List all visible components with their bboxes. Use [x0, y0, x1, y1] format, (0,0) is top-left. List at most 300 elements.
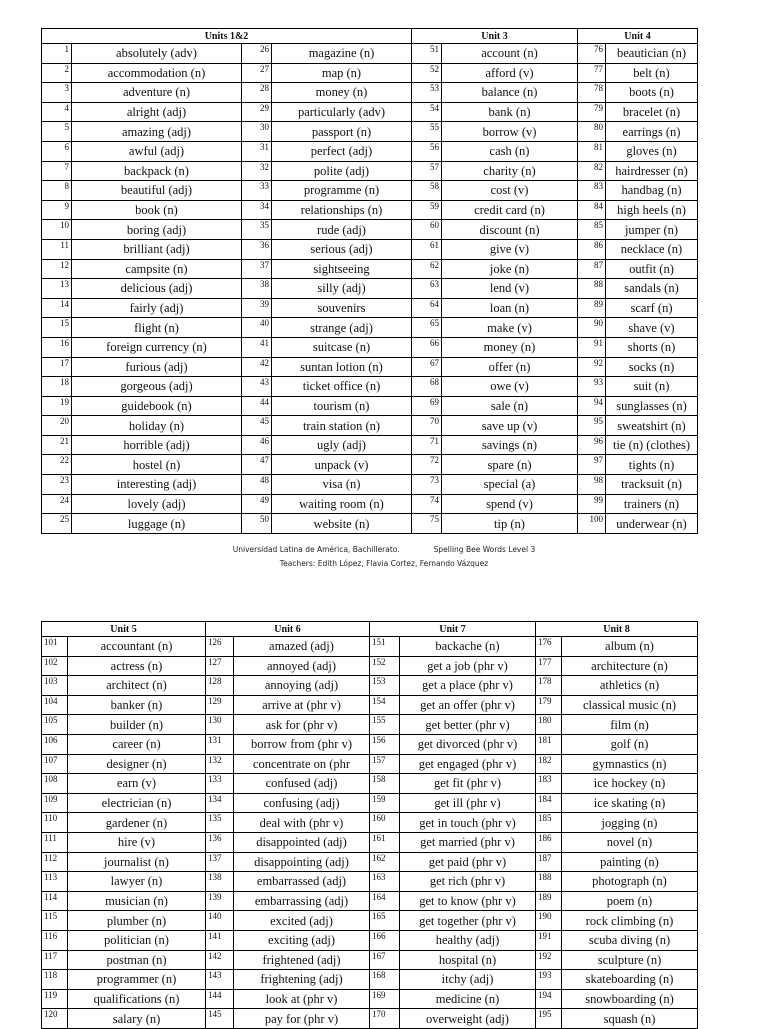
word-number: 134	[206, 793, 234, 813]
word-number: 195	[536, 1009, 562, 1029]
word-cell: beautician (n)	[606, 44, 698, 64]
word-number: 127	[206, 656, 234, 676]
word-cell: savings (n)	[442, 435, 578, 455]
word-cell: cost (v)	[442, 181, 578, 201]
word-number: 43	[242, 377, 272, 397]
table-row	[42, 754, 698, 774]
word-cell: luggage (n)	[72, 514, 242, 534]
word-cell: absolutely (adv)	[72, 44, 242, 64]
word-cell: hospital (n)	[400, 950, 536, 970]
word-cell: money (n)	[272, 83, 412, 103]
word-number: 42	[242, 357, 272, 377]
word-number: 164	[370, 891, 400, 911]
table-row	[42, 813, 698, 833]
table-row	[42, 891, 698, 911]
word-cell: handbag (n)	[606, 181, 698, 201]
word-cell: look at (phr v)	[234, 989, 370, 1009]
word-number: 36	[242, 239, 272, 259]
table-row	[42, 695, 698, 715]
word-number: 8	[42, 181, 72, 201]
word-number: 144	[206, 989, 234, 1009]
word-cell: electrician (n)	[68, 793, 206, 813]
word-cell: ice skating (n)	[562, 793, 698, 813]
word-cell: sandals (n)	[606, 279, 698, 299]
word-cell: itchy (adj)	[400, 970, 536, 990]
word-cell: sculpture (n)	[562, 950, 698, 970]
table-row	[42, 279, 698, 299]
word-cell: athletics (n)	[562, 676, 698, 696]
units-1-4-table	[41, 28, 698, 534]
word-number: 91	[578, 337, 606, 357]
word-cell: architect (n)	[68, 676, 206, 696]
word-number: 75	[412, 514, 442, 534]
word-cell: borrow from (phr v)	[234, 734, 370, 754]
word-cell: frightened (adj)	[234, 950, 370, 970]
word-cell: scuba diving (n)	[562, 930, 698, 950]
table-row	[42, 872, 698, 892]
word-number: 119	[42, 989, 68, 1009]
word-number: 7	[42, 161, 72, 181]
word-number: 23	[42, 475, 72, 495]
word-number: 68	[412, 377, 442, 397]
word-number: 159	[370, 793, 400, 813]
word-number: 176	[536, 637, 562, 657]
word-cell: gorgeous (adj)	[72, 377, 242, 397]
word-number: 141	[206, 930, 234, 950]
column-header: Unit 5	[42, 622, 206, 637]
word-cell: sweatshirt (n)	[606, 416, 698, 436]
word-number: 86	[578, 239, 606, 259]
word-number: 30	[242, 122, 272, 142]
word-number: 49	[242, 494, 272, 514]
word-cell: get together (phr v)	[400, 911, 536, 931]
word-number: 130	[206, 715, 234, 735]
word-cell: amazing (adj)	[72, 122, 242, 142]
word-number: 50	[242, 514, 272, 534]
word-cell: sightseeing	[272, 259, 412, 279]
word-cell: passport (n)	[272, 122, 412, 142]
word-cell: website (n)	[272, 514, 412, 534]
word-number: 80	[578, 122, 606, 142]
word-cell: architecture (n)	[562, 656, 698, 676]
word-cell: get engaged (phr v)	[400, 754, 536, 774]
word-cell: disappointing (adj)	[234, 852, 370, 872]
word-cell: healthy (adj)	[400, 930, 536, 950]
word-cell: politician (n)	[68, 930, 206, 950]
column-header: Unit 7	[370, 622, 536, 637]
word-number: 74	[412, 494, 442, 514]
table-row	[42, 676, 698, 696]
word-number: 60	[412, 220, 442, 240]
word-number: 155	[370, 715, 400, 735]
school-name: Universidad Latina de América, Bachillerato.	[232, 545, 400, 554]
word-number: 2	[42, 63, 72, 83]
word-cell: high heels (n)	[606, 200, 698, 220]
word-cell: novel (n)	[562, 832, 698, 852]
word-cell: ugly (adj)	[272, 435, 412, 455]
table-header-row	[42, 29, 698, 44]
word-cell: squash (n)	[562, 1009, 698, 1029]
word-cell: accountant (n)	[68, 637, 206, 657]
word-cell: map (n)	[272, 63, 412, 83]
word-number: 131	[206, 734, 234, 754]
word-cell: ticket office (n)	[272, 377, 412, 397]
word-cell: get paid (phr v)	[400, 852, 536, 872]
word-cell: sunglasses (n)	[606, 396, 698, 416]
word-cell: loan (n)	[442, 298, 578, 318]
word-cell: fairly (adj)	[72, 298, 242, 318]
word-cell: offer (n)	[442, 357, 578, 377]
word-number: 76	[578, 44, 606, 64]
word-cell: album (n)	[562, 637, 698, 657]
word-number: 61	[412, 239, 442, 259]
word-cell: hostel (n)	[72, 455, 242, 475]
footer-line	[0, 545, 768, 554]
word-number: 154	[370, 695, 400, 715]
word-cell: get ill (phr v)	[400, 793, 536, 813]
word-number: 128	[206, 676, 234, 696]
word-number: 9	[42, 200, 72, 220]
word-cell: owe (v)	[442, 377, 578, 397]
column-header: Unit 8	[536, 622, 698, 637]
word-number: 37	[242, 259, 272, 279]
word-number: 111	[42, 832, 68, 852]
word-cell: unpack (v)	[272, 455, 412, 475]
word-number: 44	[242, 396, 272, 416]
table-row	[42, 494, 698, 514]
word-cell: painting (n)	[562, 852, 698, 872]
word-cell: pay for (phr v)	[234, 1009, 370, 1029]
word-cell: perfect (adj)	[272, 141, 412, 161]
word-number: 183	[536, 774, 562, 794]
word-cell: lawyer (n)	[68, 872, 206, 892]
word-cell: delicious (adj)	[72, 279, 242, 299]
word-number: 22	[42, 455, 72, 475]
table-row	[42, 161, 698, 181]
word-number: 46	[242, 435, 272, 455]
word-cell: outfit (n)	[606, 259, 698, 279]
table-row	[42, 259, 698, 279]
table-row	[42, 357, 698, 377]
word-cell: afford (v)	[442, 63, 578, 83]
word-number: 192	[536, 950, 562, 970]
word-number: 26	[242, 44, 272, 64]
word-cell: socks (n)	[606, 357, 698, 377]
word-cell: qualifications (n)	[68, 989, 206, 1009]
word-cell: waiting room (n)	[272, 494, 412, 514]
word-number: 133	[206, 774, 234, 794]
word-cell: suit (n)	[606, 377, 698, 397]
word-number: 33	[242, 181, 272, 201]
word-number: 169	[370, 989, 400, 1009]
word-number: 59	[412, 200, 442, 220]
word-cell: money (n)	[442, 337, 578, 357]
word-cell: train station (n)	[272, 416, 412, 436]
table-row	[42, 63, 698, 83]
word-cell: disappointed (adj)	[234, 832, 370, 852]
word-cell: embarrassed (adj)	[234, 872, 370, 892]
word-number: 73	[412, 475, 442, 495]
column-header: Units 1&2	[42, 29, 412, 44]
word-cell: special (a)	[442, 475, 578, 495]
word-number: 190	[536, 911, 562, 931]
table-row	[42, 102, 698, 122]
word-cell: souvenirs	[272, 298, 412, 318]
word-cell: arrive at (phr v)	[234, 695, 370, 715]
word-number: 78	[578, 83, 606, 103]
word-cell: shave (v)	[606, 318, 698, 338]
word-cell: amazed (adj)	[234, 637, 370, 657]
word-cell: designer (n)	[68, 754, 206, 774]
word-number: 115	[42, 911, 68, 931]
word-cell: charity (n)	[442, 161, 578, 181]
table-row	[42, 416, 698, 436]
word-number: 32	[242, 161, 272, 181]
word-number: 136	[206, 832, 234, 852]
word-cell: save up (v)	[442, 416, 578, 436]
word-cell: frightening (adj)	[234, 970, 370, 990]
word-cell: embarrassing (adj)	[234, 891, 370, 911]
word-number: 79	[578, 102, 606, 122]
table-body	[42, 44, 698, 534]
word-number: 193	[536, 970, 562, 990]
word-number: 17	[42, 357, 72, 377]
word-cell: classical music (n)	[562, 695, 698, 715]
word-number: 114	[42, 891, 68, 911]
table-row	[42, 1009, 698, 1029]
word-cell: tights (n)	[606, 455, 698, 475]
word-number: 126	[206, 637, 234, 657]
table-row	[42, 455, 698, 475]
word-cell: get fit (phr v)	[400, 774, 536, 794]
word-cell: annoying (adj)	[234, 676, 370, 696]
word-cell: furious (adj)	[72, 357, 242, 377]
word-cell: medicine (n)	[400, 989, 536, 1009]
word-number: 170	[370, 1009, 400, 1029]
word-number: 77	[578, 63, 606, 83]
word-cell: actress (n)	[68, 656, 206, 676]
table-row	[42, 181, 698, 201]
table-row	[42, 239, 698, 259]
word-cell: backpack (n)	[72, 161, 242, 181]
word-number: 90	[578, 318, 606, 338]
word-number: 58	[412, 181, 442, 201]
word-cell: beautiful (adj)	[72, 181, 242, 201]
word-number: 116	[42, 930, 68, 950]
word-cell: silly (adj)	[272, 279, 412, 299]
word-number: 118	[42, 970, 68, 990]
word-cell: polite (adj)	[272, 161, 412, 181]
word-cell: musician (n)	[68, 891, 206, 911]
table-header-row	[42, 622, 698, 637]
word-cell: exciting (adj)	[234, 930, 370, 950]
table-row	[42, 141, 698, 161]
word-number: 67	[412, 357, 442, 377]
word-cell: gardener (n)	[68, 813, 206, 833]
word-number: 187	[536, 852, 562, 872]
table-row	[42, 44, 698, 64]
word-cell: cash (n)	[442, 141, 578, 161]
word-number: 104	[42, 695, 68, 715]
document-title: Spelling Bee Words Level 3	[433, 545, 536, 554]
word-number: 161	[370, 832, 400, 852]
word-cell: spend (v)	[442, 494, 578, 514]
word-number: 93	[578, 377, 606, 397]
word-cell: annoyed (adj)	[234, 656, 370, 676]
word-number: 120	[42, 1009, 68, 1029]
word-number: 112	[42, 852, 68, 872]
word-cell: overweight (adj)	[400, 1009, 536, 1029]
table-row	[42, 734, 698, 754]
word-number: 29	[242, 102, 272, 122]
word-number: 20	[42, 416, 72, 436]
table-row	[42, 318, 698, 338]
word-cell: rude (adj)	[272, 220, 412, 240]
word-cell: get an offer (phr v)	[400, 695, 536, 715]
word-number: 82	[578, 161, 606, 181]
table-row	[42, 793, 698, 813]
word-number: 181	[536, 734, 562, 754]
word-cell: guidebook (n)	[72, 396, 242, 416]
word-cell: snowboarding (n)	[562, 989, 698, 1009]
word-cell: horrible (adj)	[72, 435, 242, 455]
table-row	[42, 911, 698, 931]
word-number: 178	[536, 676, 562, 696]
word-number: 15	[42, 318, 72, 338]
word-number: 162	[370, 852, 400, 872]
word-cell: gymnastics (n)	[562, 754, 698, 774]
word-number: 25	[42, 514, 72, 534]
word-number: 87	[578, 259, 606, 279]
word-number: 102	[42, 656, 68, 676]
table-row	[42, 832, 698, 852]
word-cell: trainers (n)	[606, 494, 698, 514]
table-row	[42, 852, 698, 872]
word-cell: salary (n)	[68, 1009, 206, 1029]
word-number: 88	[578, 279, 606, 299]
table-row	[42, 774, 698, 794]
word-cell: holiday (n)	[72, 416, 242, 436]
word-number: 194	[536, 989, 562, 1009]
word-cell: programme (n)	[272, 181, 412, 201]
word-number: 152	[370, 656, 400, 676]
word-cell: accommodation (n)	[72, 63, 242, 83]
word-number: 18	[42, 377, 72, 397]
word-number: 48	[242, 475, 272, 495]
word-number: 167	[370, 950, 400, 970]
word-number: 69	[412, 396, 442, 416]
word-cell: sale (n)	[442, 396, 578, 416]
word-cell: brilliant (adj)	[72, 239, 242, 259]
word-number: 27	[242, 63, 272, 83]
word-number: 186	[536, 832, 562, 852]
word-number: 66	[412, 337, 442, 357]
word-number: 5	[42, 122, 72, 142]
word-number: 40	[242, 318, 272, 338]
word-number: 31	[242, 141, 272, 161]
word-cell: scarf (n)	[606, 298, 698, 318]
word-number: 151	[370, 637, 400, 657]
word-number: 14	[42, 298, 72, 318]
table-row	[42, 715, 698, 735]
word-number: 11	[42, 239, 72, 259]
word-cell: awful (adj)	[72, 141, 242, 161]
word-cell: get a place (phr v)	[400, 676, 536, 696]
word-number: 71	[412, 435, 442, 455]
word-number: 84	[578, 200, 606, 220]
word-number: 57	[412, 161, 442, 181]
word-cell: excited (adj)	[234, 911, 370, 931]
word-number: 101	[42, 637, 68, 657]
word-cell: visa (n)	[272, 475, 412, 495]
word-number: 180	[536, 715, 562, 735]
word-cell: postman (n)	[68, 950, 206, 970]
word-cell: hairdresser (n)	[606, 161, 698, 181]
word-number: 157	[370, 754, 400, 774]
word-cell: tracksuit (n)	[606, 475, 698, 495]
word-cell: necklace (n)	[606, 239, 698, 259]
word-cell: hire (v)	[68, 832, 206, 852]
word-number: 64	[412, 298, 442, 318]
word-number: 34	[242, 200, 272, 220]
word-number: 160	[370, 813, 400, 833]
word-number: 179	[536, 695, 562, 715]
word-cell: lovely (adj)	[72, 494, 242, 514]
word-number: 143	[206, 970, 234, 990]
word-number: 54	[412, 102, 442, 122]
word-cell: flight (n)	[72, 318, 242, 338]
word-cell: account (n)	[442, 44, 578, 64]
table-row	[42, 656, 698, 676]
word-cell: particularly (adv)	[272, 102, 412, 122]
word-cell: belt (n)	[606, 63, 698, 83]
table-row	[42, 930, 698, 950]
teachers-line: Teachers: Edith López, Flavia Cortez, Fernando Vázquez	[279, 559, 489, 568]
word-number: 28	[242, 83, 272, 103]
word-number: 129	[206, 695, 234, 715]
word-number: 41	[242, 337, 272, 357]
word-cell: deal with (phr v)	[234, 813, 370, 833]
word-number: 13	[42, 279, 72, 299]
word-number: 19	[42, 396, 72, 416]
table-row	[42, 970, 698, 990]
word-number: 62	[412, 259, 442, 279]
word-number: 107	[42, 754, 68, 774]
word-number: 113	[42, 872, 68, 892]
word-cell: interesting (adj)	[72, 475, 242, 495]
word-cell: banker (n)	[68, 695, 206, 715]
word-cell: jogging (n)	[562, 813, 698, 833]
word-number: 96	[578, 435, 606, 455]
word-number: 166	[370, 930, 400, 950]
units-5-8-table	[41, 621, 698, 1029]
word-number: 103	[42, 676, 68, 696]
word-number: 70	[412, 416, 442, 436]
word-number: 137	[206, 852, 234, 872]
word-cell: get rich (phr v)	[400, 872, 536, 892]
word-cell: plumber (n)	[68, 911, 206, 931]
word-cell: balance (n)	[442, 83, 578, 103]
word-cell: confused (adj)	[234, 774, 370, 794]
word-cell: underwear (n)	[606, 514, 698, 534]
word-number: 156	[370, 734, 400, 754]
table-body	[42, 637, 698, 1029]
word-number: 47	[242, 455, 272, 475]
word-cell: make (v)	[442, 318, 578, 338]
word-number: 21	[42, 435, 72, 455]
word-number: 24	[42, 494, 72, 514]
word-cell: serious (adj)	[272, 239, 412, 259]
